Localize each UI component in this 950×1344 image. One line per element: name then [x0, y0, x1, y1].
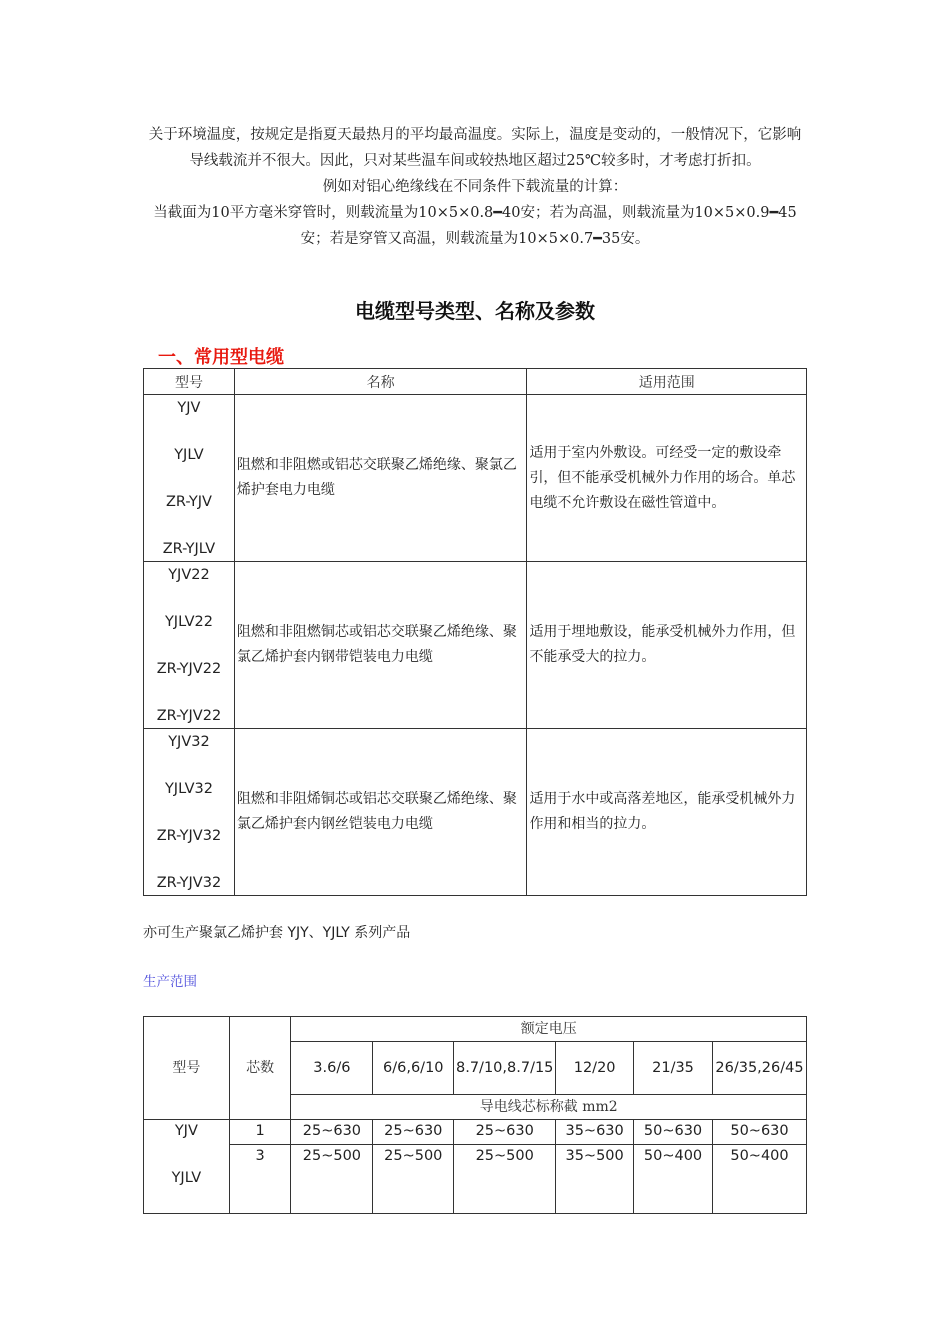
cable-name: 阻燃和非阻燃铜芯或铝芯交联聚乙烯绝缘、聚氯乙烯护套内钢带铠装电力电缆	[234, 562, 527, 729]
header-name: 名称	[234, 369, 527, 395]
intro-text	[143, 122, 807, 252]
cable-scope: 适用于水中或高落差地区，能承受机械外力作用和相当的拉力。	[527, 729, 807, 896]
table-header-row	[144, 369, 807, 395]
section-heading-common-cables: 一、常用型电缆	[158, 347, 284, 368]
model-code: YJV	[174, 1123, 198, 1139]
model-code: YJLV22	[164, 614, 213, 630]
cable-scope: 适用于埋地敷设，能承受机械外力作用，但不能承受大的拉力。	[527, 562, 807, 729]
model-code: YJV	[177, 400, 201, 416]
intro-paragraph-3: 当截面为10平方毫米穿管时，则载流量为10×5×0.8━40安；若为高温，则载流量为10×5×0.9━45安；若是穿管又高温，则载流量为10×5×0.7━35安。	[153, 205, 797, 247]
note-models: YJY、YJLY	[287, 925, 350, 941]
product-note	[143, 922, 410, 942]
voltage-value: 3.6/6	[291, 1042, 373, 1095]
table-row	[144, 562, 807, 729]
model-cell	[144, 395, 235, 562]
model-code: ZR-YJV32	[156, 875, 222, 891]
model-code: YJLV32	[164, 781, 213, 797]
cable-name: 阻燃和非阻燃或铝芯交联聚乙烯绝缘、聚氯乙烯护套电力电缆	[234, 395, 527, 562]
section-range: 50~630	[634, 1120, 713, 1145]
header-scope: 适用范围	[527, 369, 807, 395]
header-model: 型号	[144, 1017, 230, 1120]
voltage-header-row	[144, 1017, 807, 1042]
voltage-value: 6/6,6/10	[373, 1042, 454, 1095]
table-row	[144, 395, 807, 562]
section-range: 25~630	[373, 1120, 454, 1145]
model-cell	[144, 729, 235, 896]
model-cell	[144, 562, 235, 729]
section-range: 25~500	[454, 1145, 556, 1214]
section-range: 50~630	[712, 1120, 806, 1145]
table-row	[144, 729, 807, 896]
table-row	[144, 1145, 807, 1214]
model-code: ZR-YJV22	[156, 661, 222, 677]
section-range: 35~630	[556, 1120, 634, 1145]
cores-value: 3	[229, 1145, 291, 1214]
header-rated-voltage: 额定电压	[291, 1017, 807, 1042]
section-range: 25~500	[373, 1145, 454, 1214]
section-range: 25~630	[454, 1120, 556, 1145]
cable-types-table	[143, 368, 807, 896]
section-range: 50~400	[634, 1145, 713, 1214]
intro-paragraph-2: 例如对铝心绝缘线在不同条件下载流量的计算：	[322, 179, 628, 195]
model-code: YJLV	[174, 447, 204, 463]
section-range: 35~500	[556, 1145, 634, 1214]
cable-scope: 适用于室内外敷设。可经受一定的敷设牵引，但不能承受机械外力作用的场合。单芯电缆不允许敷设在磁性管道中。	[527, 395, 807, 562]
cores-value: 1	[229, 1120, 291, 1145]
model-code: ZR-YJV	[165, 494, 212, 510]
model-code: YJV32	[168, 734, 210, 750]
model-code: YJLV	[171, 1170, 202, 1186]
model-code: ZR-YJV22	[156, 708, 222, 724]
model-cell	[144, 1120, 230, 1214]
model-code: ZR-YJLV	[162, 541, 216, 557]
voltage-value: 21/35	[634, 1042, 713, 1095]
section-range: 25~630	[291, 1120, 373, 1145]
model-code: YJV22	[168, 567, 210, 583]
table-row	[144, 1120, 807, 1145]
header-conductor-section: 导电线芯标称截 mm2	[291, 1095, 807, 1120]
page-title: 电缆型号类型、名称及参数	[355, 299, 595, 323]
production-range-table	[143, 1016, 807, 1214]
intro-paragraph-1: 关于环境温度，按规定是指夏天最热月的平均最高温度。实际上，温度是变动的，一般情况下，它影响导线载流并不很大。因此，只对某些温车间或较热地区超过25℃较多时，才考虑打折扣。	[148, 127, 802, 169]
note-prefix: 亦可生产聚氯乙烯护套	[143, 925, 288, 941]
voltage-value: 12/20	[556, 1042, 634, 1095]
cable-name: 阻燃和非阻烯铜芯或铝芯交联聚乙烯绝缘、聚氯乙烯护套内钢丝铠装电力电缆	[234, 729, 527, 896]
section-range: 25~500	[291, 1145, 373, 1214]
voltage-value: 8.7/10,8.7/15	[454, 1042, 556, 1095]
section-heading-production-range: 生产范围	[143, 974, 197, 990]
model-code: ZR-YJV32	[156, 828, 222, 844]
section-range: 50~400	[712, 1145, 806, 1214]
header-cores: 芯数	[229, 1017, 291, 1120]
voltage-value: 26/35,26/45	[712, 1042, 806, 1095]
header-model: 型号	[144, 369, 235, 395]
note-suffix: 系列产品	[349, 925, 411, 941]
